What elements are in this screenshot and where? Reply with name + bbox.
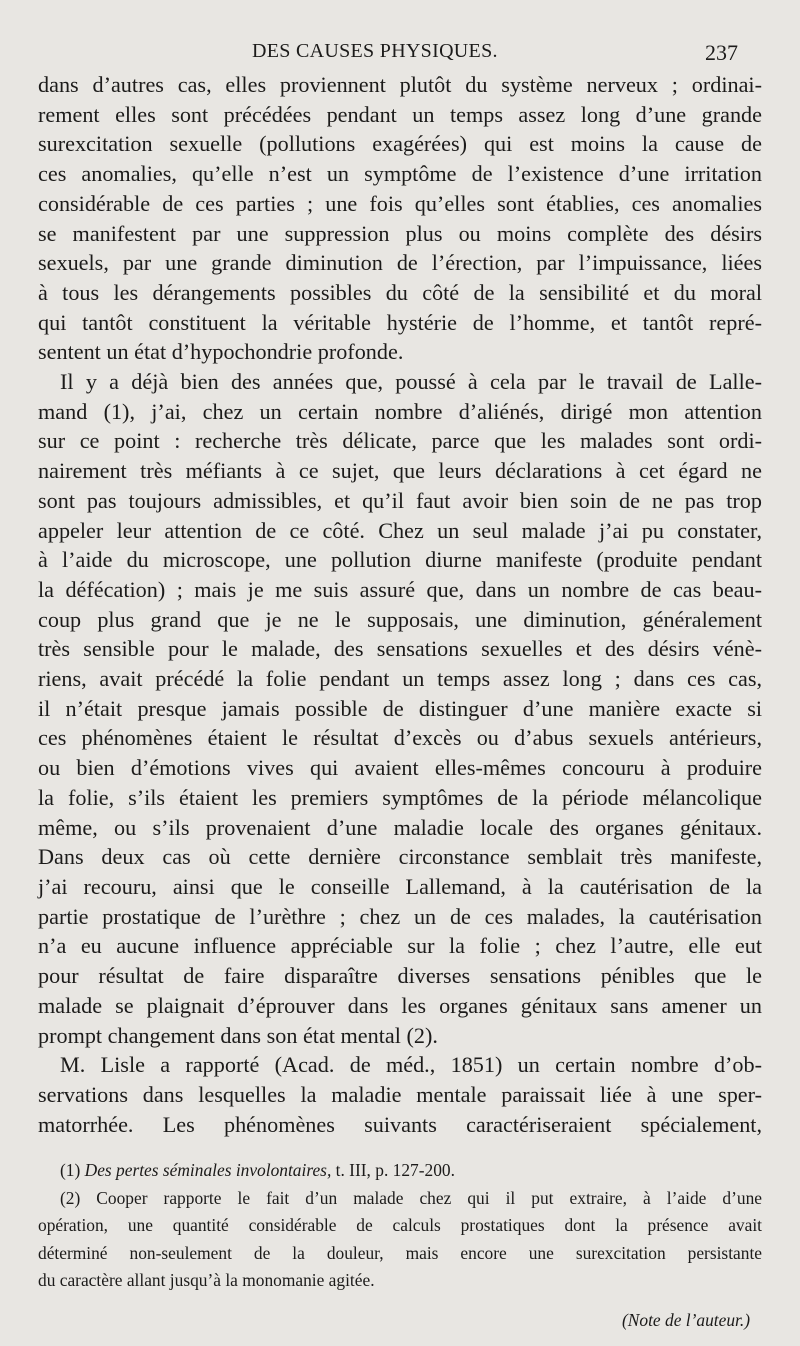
text-line: considérable de ces parties ; une fois qu’elles sont établies, ces anomalies xyxy=(38,190,762,216)
page-header xyxy=(0,40,800,70)
footnotes xyxy=(38,1157,762,1335)
page-number: 237 xyxy=(705,40,738,65)
footnote-1 xyxy=(38,1157,762,1185)
footnote-line: opération, une quantité considérable de calculs prostatiques dont la présence avait xyxy=(38,1215,762,1236)
text-line: la folie, s’ils étaient les premiers symptômes de la période mélancolique xyxy=(38,784,762,810)
text-line: malade se plaignait d’éprouver dans les organes génitaux sans amener un xyxy=(38,992,762,1018)
text-line: pour résultat de faire disparaître diverses sensations pénibles que le xyxy=(38,963,762,989)
main-text xyxy=(38,70,762,1139)
text-line: ces phénomènes étaient le résultat d’excès ou d’abus sexuels antérieurs, xyxy=(38,725,762,751)
author-note-text: (Note de l’auteur.) xyxy=(622,1309,750,1330)
text-line: coup plus grand que je ne le supposais, une diminution, généralement xyxy=(38,606,762,632)
paragraph-3 xyxy=(38,1050,762,1139)
text-line: matorrhée. Les phénomènes suivants caractériseraient spécialement, xyxy=(38,1111,762,1137)
footnote-marker: (1) xyxy=(60,1160,81,1180)
text-line: appeler leur attention de ce côté. Chez un seul malade j’ai pu constater, xyxy=(38,517,762,543)
text-line: Dans deux cas où cette dernière circonstance semblait très manifeste, xyxy=(38,844,762,870)
footnote-line: déterminé non-seulement de la douleur, mais encore une surexcitation persistante xyxy=(38,1242,762,1263)
text-line: ou bien d’émotions vives qui avaient elles-mêmes concouru à produire xyxy=(38,755,762,781)
footnote-line: (2) Cooper rapporte le fait d’un malade chez qui il put extraire, à l’aide d’une xyxy=(60,1187,762,1208)
text-line: qui tantôt constituent la véritable hystérie de l’homme, et tantôt repré- xyxy=(38,309,762,335)
text-line: à l’aide du microscope, une pollution diurne manifeste (produite pendant xyxy=(38,547,762,573)
text-line: sentent un état d’hypochondrie profonde. xyxy=(38,339,404,365)
paragraph-1 xyxy=(38,70,762,367)
paragraph-2 xyxy=(38,367,762,1050)
text-line: Il y a déjà bien des années que, poussé à cela par le travail de Lalle- xyxy=(60,369,762,395)
text-line: très sensible pour le malade, des sensations sexuelles et des désirs vénè- xyxy=(38,636,762,662)
text-line: à tous les dérangements possibles du côté de la sensibilité et du moral xyxy=(38,279,762,305)
text-line: n’a eu aucune influence appréciable sur la folie ; chez l’autre, elle eut xyxy=(38,933,762,959)
text-line: même, ou s’ils provenaient d’une maladie locale des organes génitaux. xyxy=(38,814,762,840)
text-line: sont pas toujours admissibles, et qu’il faut avoir bien soin de ne pas trop xyxy=(38,487,762,513)
text-line: nairement très méfiants à ce sujet, que leurs déclarations à cet égard ne xyxy=(38,458,762,484)
text-line: ces anomalies, qu’elle n’est un symptôme de l’existence d’une irritation xyxy=(38,161,762,187)
text-line: sexuels, par une grande diminution de l’érection, par l’impuissance, liées xyxy=(38,250,762,276)
text-line: prompt changement dans son état mental (2). xyxy=(38,1022,438,1048)
text-line: j’ai recouru, ainsi que le conseille Lallemand, à la cautérisation de la xyxy=(38,873,762,899)
footnote-reference: t. III, p. 127-200. xyxy=(335,1160,455,1180)
text-line: sur ce point : recherche très délicate, parce que les malades sont ordi- xyxy=(38,428,762,454)
text-line: se manifestent par une suppression plus ou moins complète des désirs xyxy=(38,220,762,246)
text-line: dans d’autres cas, elles proviennent plutôt du système nerveux ; ordinai- xyxy=(38,72,762,97)
text-line: partie prostatique de l’urèthre ; chez un de ces malades, la cautérisation xyxy=(38,903,762,929)
text-line: mand (1), j’ai, chez un certain nombre d’aliénés, dirigé mon attention xyxy=(38,398,762,424)
footnote-2 xyxy=(38,1185,762,1295)
running-head: DES CAUSES PHYSIQUES. xyxy=(252,40,498,62)
footnote-line: du caractère allant jusqu’à la monomanie agitée. xyxy=(38,1270,375,1291)
author-note xyxy=(38,1307,762,1335)
text-line: rement elles sont précédées pendant un temps assez long d’une grande xyxy=(38,101,762,127)
text-line: la défécation) ; mais je me suis assuré que, dans un nombre de cas beau- xyxy=(38,576,762,602)
text-line: il n’était presque jamais possible de distinguer d’une manière exacte si xyxy=(38,695,762,721)
text-line: servations dans lesquelles la maladie mentale paraissait liée à une sper- xyxy=(38,1081,762,1107)
text-line: surexcitation sexuelle (pollutions exagérées) qui est moins la cause de xyxy=(38,131,762,157)
text-line: riens, avait précédé la folie pendant un temps assez long ; dans ces cas, xyxy=(38,666,762,692)
text-line: M. Lisle a rapporté (Acad. de méd., 1851) un certain nombre d’ob- xyxy=(60,1052,762,1078)
footnote-title: Des pertes séminales involontaires, xyxy=(84,1160,332,1180)
